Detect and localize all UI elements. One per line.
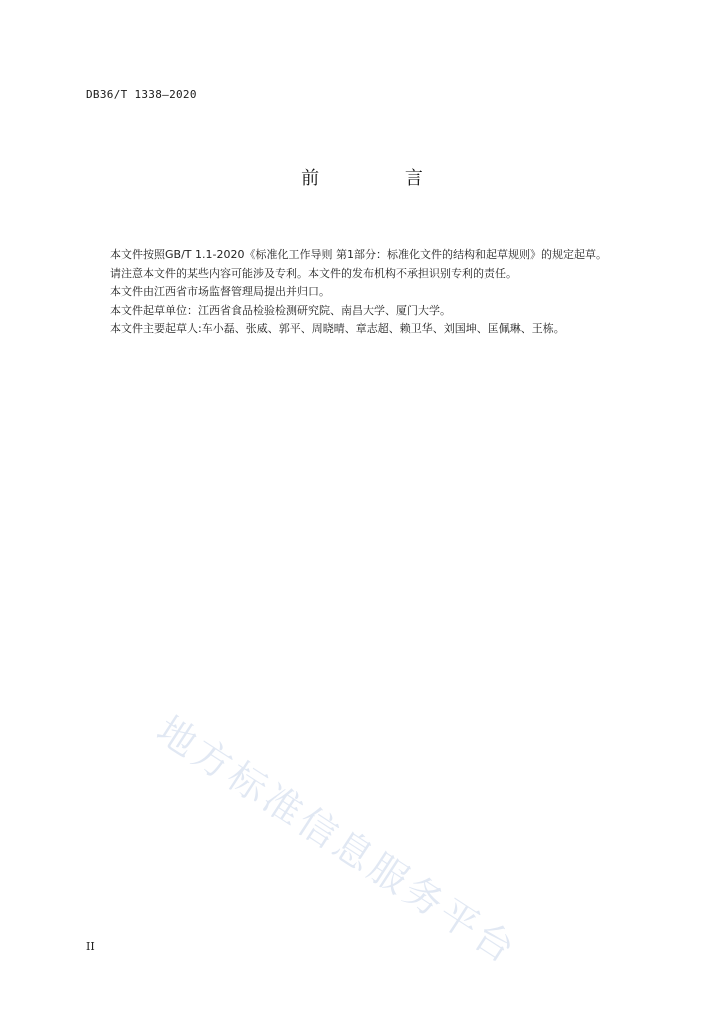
preface-paragraph: 本文件起草单位：江西省食品检验检测研究院、南昌大学、厦门大学。 bbox=[110, 303, 451, 317]
document-code: DB36/T 1338—2020 bbox=[86, 88, 197, 101]
preface-paragraph: 本文件按照GB/T 1.1-2020《标准化工作导则 第1部分：标准化文件的结构和起草规则》的规定起草。 bbox=[110, 248, 607, 261]
page-number: II bbox=[86, 940, 95, 953]
page-title: 前 言 bbox=[301, 168, 463, 189]
watermark: 地方标准信息服务平台 bbox=[149, 707, 526, 974]
preface-paragraph: 本文件主要起草人:车小磊、张威、郭平、周晓晴、章志超、赖卫华、刘国坤、匡佩琳、王栋。 bbox=[110, 322, 565, 335]
preface-paragraph: 本文件由江西省市场监督管理局提出并归口。 bbox=[110, 285, 330, 298]
preface-paragraph: 请注意本文件的某些内容可能涉及专利。本文件的发布机构不承担识别专利的责任。 bbox=[110, 266, 517, 280]
preface-body bbox=[86, 246, 660, 339]
